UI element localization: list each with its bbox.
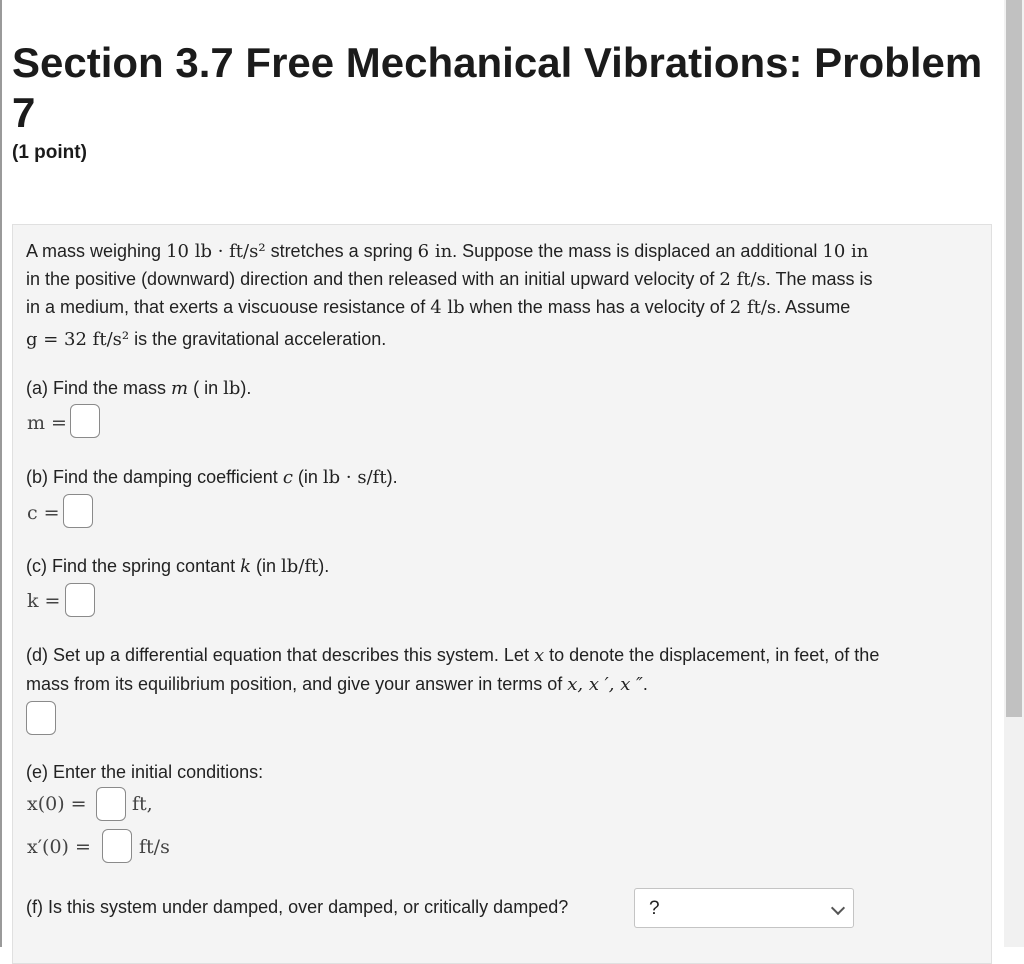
- math-velocity: 2 ft/s: [719, 269, 766, 290]
- initial-position-input[interactable]: [96, 787, 126, 821]
- statement-text: in a medium, that exerts a viscuouse resistance of: [26, 297, 431, 317]
- scrollbar-thumb[interactable]: [1006, 0, 1022, 717]
- part-c-text: ).: [318, 556, 330, 576]
- initial-position-label: x(0) =: [27, 793, 87, 815]
- part-a-text: ( in: [188, 378, 224, 398]
- part-b-var: c: [282, 467, 293, 488]
- statement-text: when the mass has a velocity of: [464, 297, 730, 317]
- chevron-down-icon: [831, 901, 845, 915]
- initial-position-unit: ft,: [132, 793, 153, 815]
- part-d-vars: x, x ′, x ″: [567, 674, 643, 695]
- part-f-prompt: (f) Is this system under damped, over damped, or critically damped?: [26, 897, 569, 917]
- part-b-unit: lb · s/ft: [322, 467, 387, 488]
- damping-answer-input[interactable]: [63, 494, 93, 528]
- statement-text: A mass weighing: [26, 241, 167, 261]
- part-d-prompt-line-1: [26, 641, 879, 670]
- part-b-prompt: [26, 463, 398, 492]
- statement-text: . Assume: [776, 297, 851, 317]
- part-a-var: m: [171, 378, 189, 399]
- part-d-text: to denote the displacement, in feet, of the: [544, 645, 880, 665]
- part-d-prompt-line-2: [26, 670, 648, 699]
- math-displacement: 10 in: [822, 241, 869, 262]
- part-e-prompt: (e) Enter the initial conditions:: [26, 762, 264, 782]
- damping-type-selected-value: ?: [649, 898, 660, 919]
- math-stretch: 6 in: [417, 241, 453, 262]
- problem-points: (1 point): [12, 142, 87, 163]
- part-d-text: .: [642, 674, 648, 694]
- statement-text: in the positive (downward) direction and then released with an initial upward velocity of: [26, 269, 720, 289]
- statement-text: . The mass is: [765, 269, 873, 289]
- math-velocity-2: 2 ft/s: [729, 297, 777, 318]
- initial-velocity-unit: ft/s: [139, 836, 170, 858]
- math-resistance: 4 lb: [430, 297, 465, 318]
- damping-label: c =: [27, 502, 60, 524]
- part-b-text: (b) Find the damping coefficient: [26, 467, 283, 487]
- part-c-text: (c) Find the spring contant: [26, 556, 241, 576]
- part-a-text: (a) Find the mass: [26, 378, 172, 398]
- initial-velocity-input[interactable]: [102, 829, 132, 863]
- statement-line-3: [26, 293, 850, 322]
- part-c-unit: lb/ft: [281, 556, 319, 577]
- part-c-var: k: [240, 556, 252, 577]
- part-d-var: x: [533, 645, 545, 666]
- left-border: [0, 0, 2, 947]
- spring-constant-label: k =: [27, 590, 61, 612]
- part-b-text: ).: [386, 467, 398, 487]
- part-a-text: ).: [240, 378, 252, 398]
- statement-line-1: [26, 237, 868, 266]
- damping-type-select[interactable]: [634, 888, 854, 928]
- math-weight: 10 lb · ft/s²: [166, 241, 266, 262]
- part-d-text: mass from its equilibrium position, and give your answer in terms of: [26, 674, 568, 694]
- statement-line-2: [26, 265, 872, 294]
- mass-answer-input[interactable]: [70, 404, 100, 438]
- statement-text: is the gravitational acceleration.: [129, 329, 387, 349]
- part-a-prompt: [26, 374, 251, 403]
- statement-text: . Suppose the mass is displaced an additional: [452, 241, 823, 261]
- part-c-text: (in: [251, 556, 282, 576]
- statement-text: stretches a spring: [265, 241, 418, 261]
- math-gravity: g = 32 ft/s²: [26, 329, 130, 350]
- part-a-unit: lb: [223, 378, 241, 399]
- mass-label: m =: [27, 412, 67, 434]
- initial-velocity-label: x′(0) =: [27, 836, 91, 858]
- problem-title: Section 3.7 Free Mechanical Vibrations: Problem 7: [12, 39, 983, 136]
- part-b-text: (in: [292, 467, 323, 487]
- differential-equation-input[interactable]: [26, 701, 56, 735]
- part-c-prompt: [26, 552, 329, 581]
- spring-constant-answer-input[interactable]: [65, 583, 95, 617]
- part-d-text: (d) Set up a differential equation that describes this system. Let: [26, 645, 534, 665]
- statement-line-4: [26, 325, 386, 354]
